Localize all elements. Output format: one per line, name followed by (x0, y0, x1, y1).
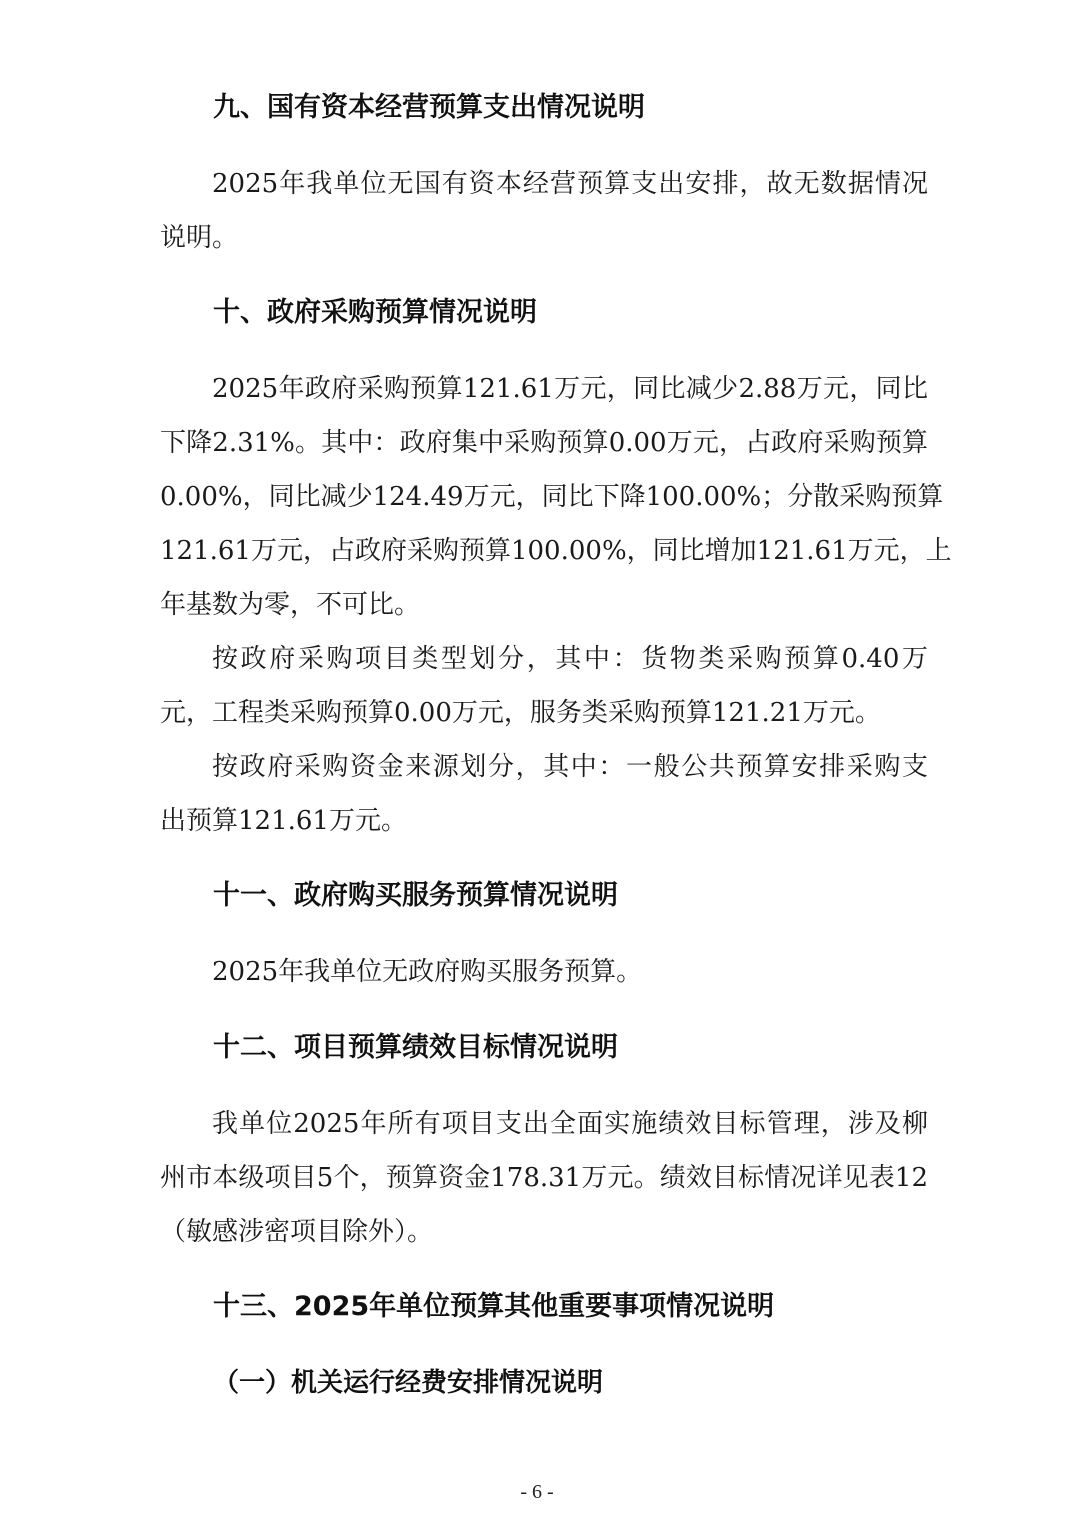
section-11-paragraph-line: 2025年我单位无政府购买服务预算。 (212, 957, 643, 987)
section-10-paragraph-line: 年基数为零，不可比。 (160, 590, 421, 620)
section-13-heading: 十三、2025年单位预算其他重要事项情况说明 (213, 1291, 775, 1322)
section-10-paragraph-line: 121.61万元，占政府采购预算100.00%，同比增加121.61万元，上 (160, 536, 952, 566)
page-number: - 6 - (520, 1481, 554, 1503)
section-10-paragraph-line: 2025年政府采购预算121.61万元，同比减少2.88万元，同比 (212, 374, 928, 404)
section-10-paragraph-line: 按政府采购资金来源划分，其中：一般公共预算安排采购支 (212, 752, 928, 782)
section-12-paragraph-line: （敏感涉密项目除外）。 (160, 1217, 434, 1247)
section-10-paragraph-line: 下降2.31%。其中：政府集中采购预算0.00万元，占政府采购预算 (160, 428, 928, 458)
section-10-paragraph-line: 元，工程类采购预算0.00万元，服务类采购预算121.21万元。 (160, 698, 881, 728)
section-10-paragraph-line: 0.00%，同比减少124.49万元，同比下降100.00%；分散采购预算 (160, 482, 944, 512)
section-12-paragraph-line: 我单位2025年所有项目支出全面实施绩效目标管理，涉及柳 (212, 1109, 928, 1139)
section-13-subheading: （一）机关运行经费安排情况说明 (213, 1368, 604, 1398)
section-9-paragraph-line: 2025年我单位无国有资本经营预算支出安排，故无数据情况 (212, 169, 928, 199)
section-10-paragraph-line: 按政府采购项目类型划分，其中：货物类采购预算0.40万 (212, 644, 928, 674)
section-10-heading: 十、政府采购预算情况说明 (213, 297, 537, 328)
section-12-paragraph-line: 州市本级项目5个，预算资金178.31万元。绩效目标情况详见表12 (160, 1163, 928, 1193)
section-11-heading: 十一、政府购买服务预算情况说明 (213, 880, 618, 911)
section-9-heading: 九、国有资本经营预算支出情况说明 (213, 92, 645, 123)
section-9-paragraph-line: 说明。 (160, 223, 239, 253)
section-10-paragraph-line: 出预算121.61万元。 (160, 806, 407, 836)
section-12-heading: 十二、项目预算绩效目标情况说明 (213, 1032, 618, 1063)
